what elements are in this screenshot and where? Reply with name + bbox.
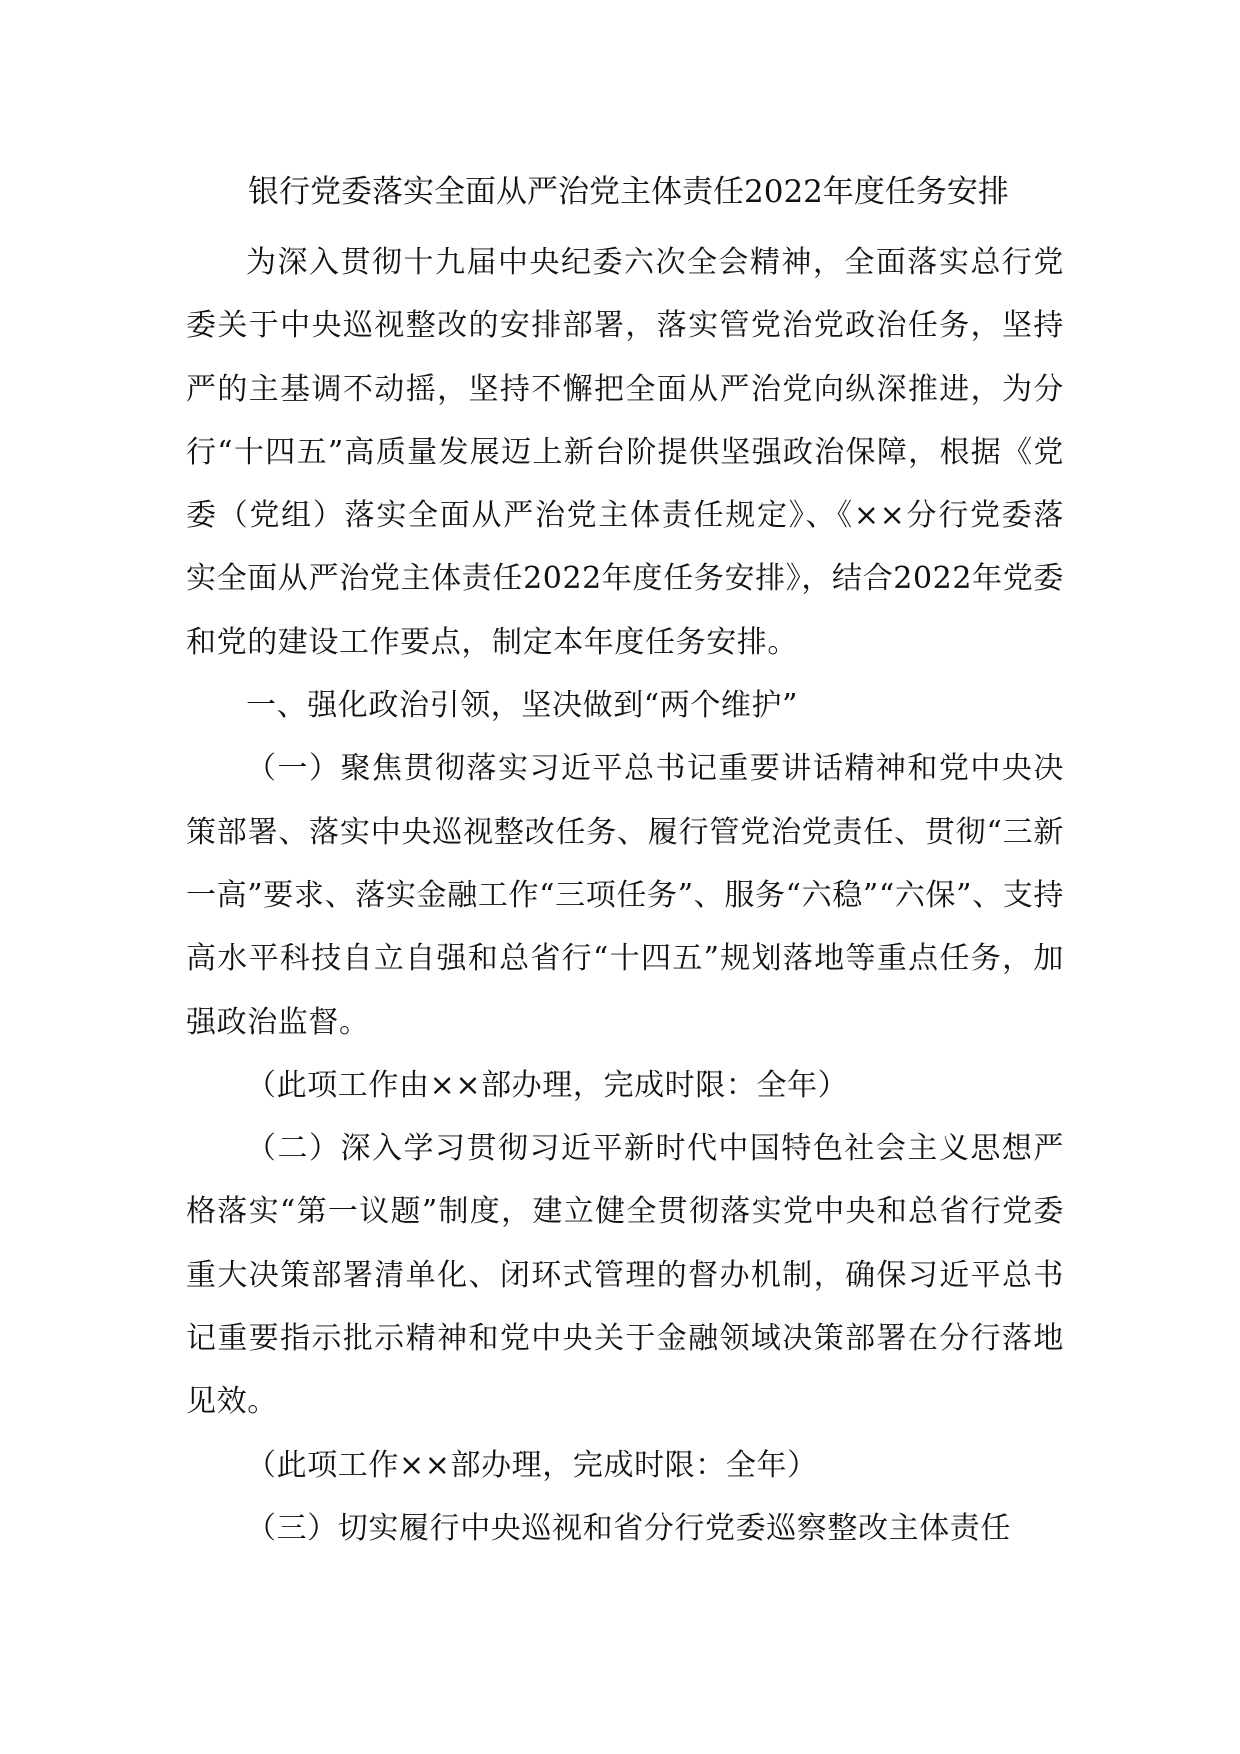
item-2-note: （此项工作××部办理，完成时限：全年） <box>246 1447 818 1483</box>
item-1-note: （此项工作由××部办理，完成时限：全年） <box>246 1067 849 1103</box>
document-title: 银行党委落实全面从严治党主体责任2022年度任务安排 <box>248 174 1009 210</box>
item-2: （二）深入学习贯彻习近平新时代中国特色社会主义思想严格落实“第一议题”制度，建立健全贯彻落实党中央和总省行党委重大决策部署清单化、闭环式管理的督办机制，确保习近平总书记重要指示批示精神和党中央关于金融领域决策部署在分行落地见效。 <box>186 1131 1064 1420</box>
document-body <box>186 231 1064 1560</box>
item-1: （一）聚焦贯彻落实习近平总书记重要讲话精神和党中央决策部署、落实中央巡视整改任务、履行管党治党责任、贯彻“三新一高”要求、落实金融工作“三项任务”、服务“六稳”“六保”、支持高水平科技自立自强和总省行“十四五”规划落地等重点任务，加强政治监督。 <box>186 751 1064 1040</box>
item-3: （三）切实履行中央巡视和省分行党委巡察整改主体责任 <box>246 1510 1011 1546</box>
paragraph-intro: 为深入贯彻十九届中央纪委六次全会精神，全面落实总行党委关于中央巡视整改的安排部署，落实管党治党政治任务，坚持严的主基调不动摇，坚持不懈把全面从严治党向纵深推进，为分行“十四五”高质量发展迈上新台阶提供坚强政治保障，根据《党委（党组）落实全面从严治党主体责任规定》、《××分行党委落实全面从严治党主体责任2022年度任务安排》，结合2022年党委和党的建设工作要点，制定本年度任务安排。 <box>186 245 1064 660</box>
section-heading-1: 一、强化政治引领，坚决做到“两个维护” <box>246 688 799 724</box>
